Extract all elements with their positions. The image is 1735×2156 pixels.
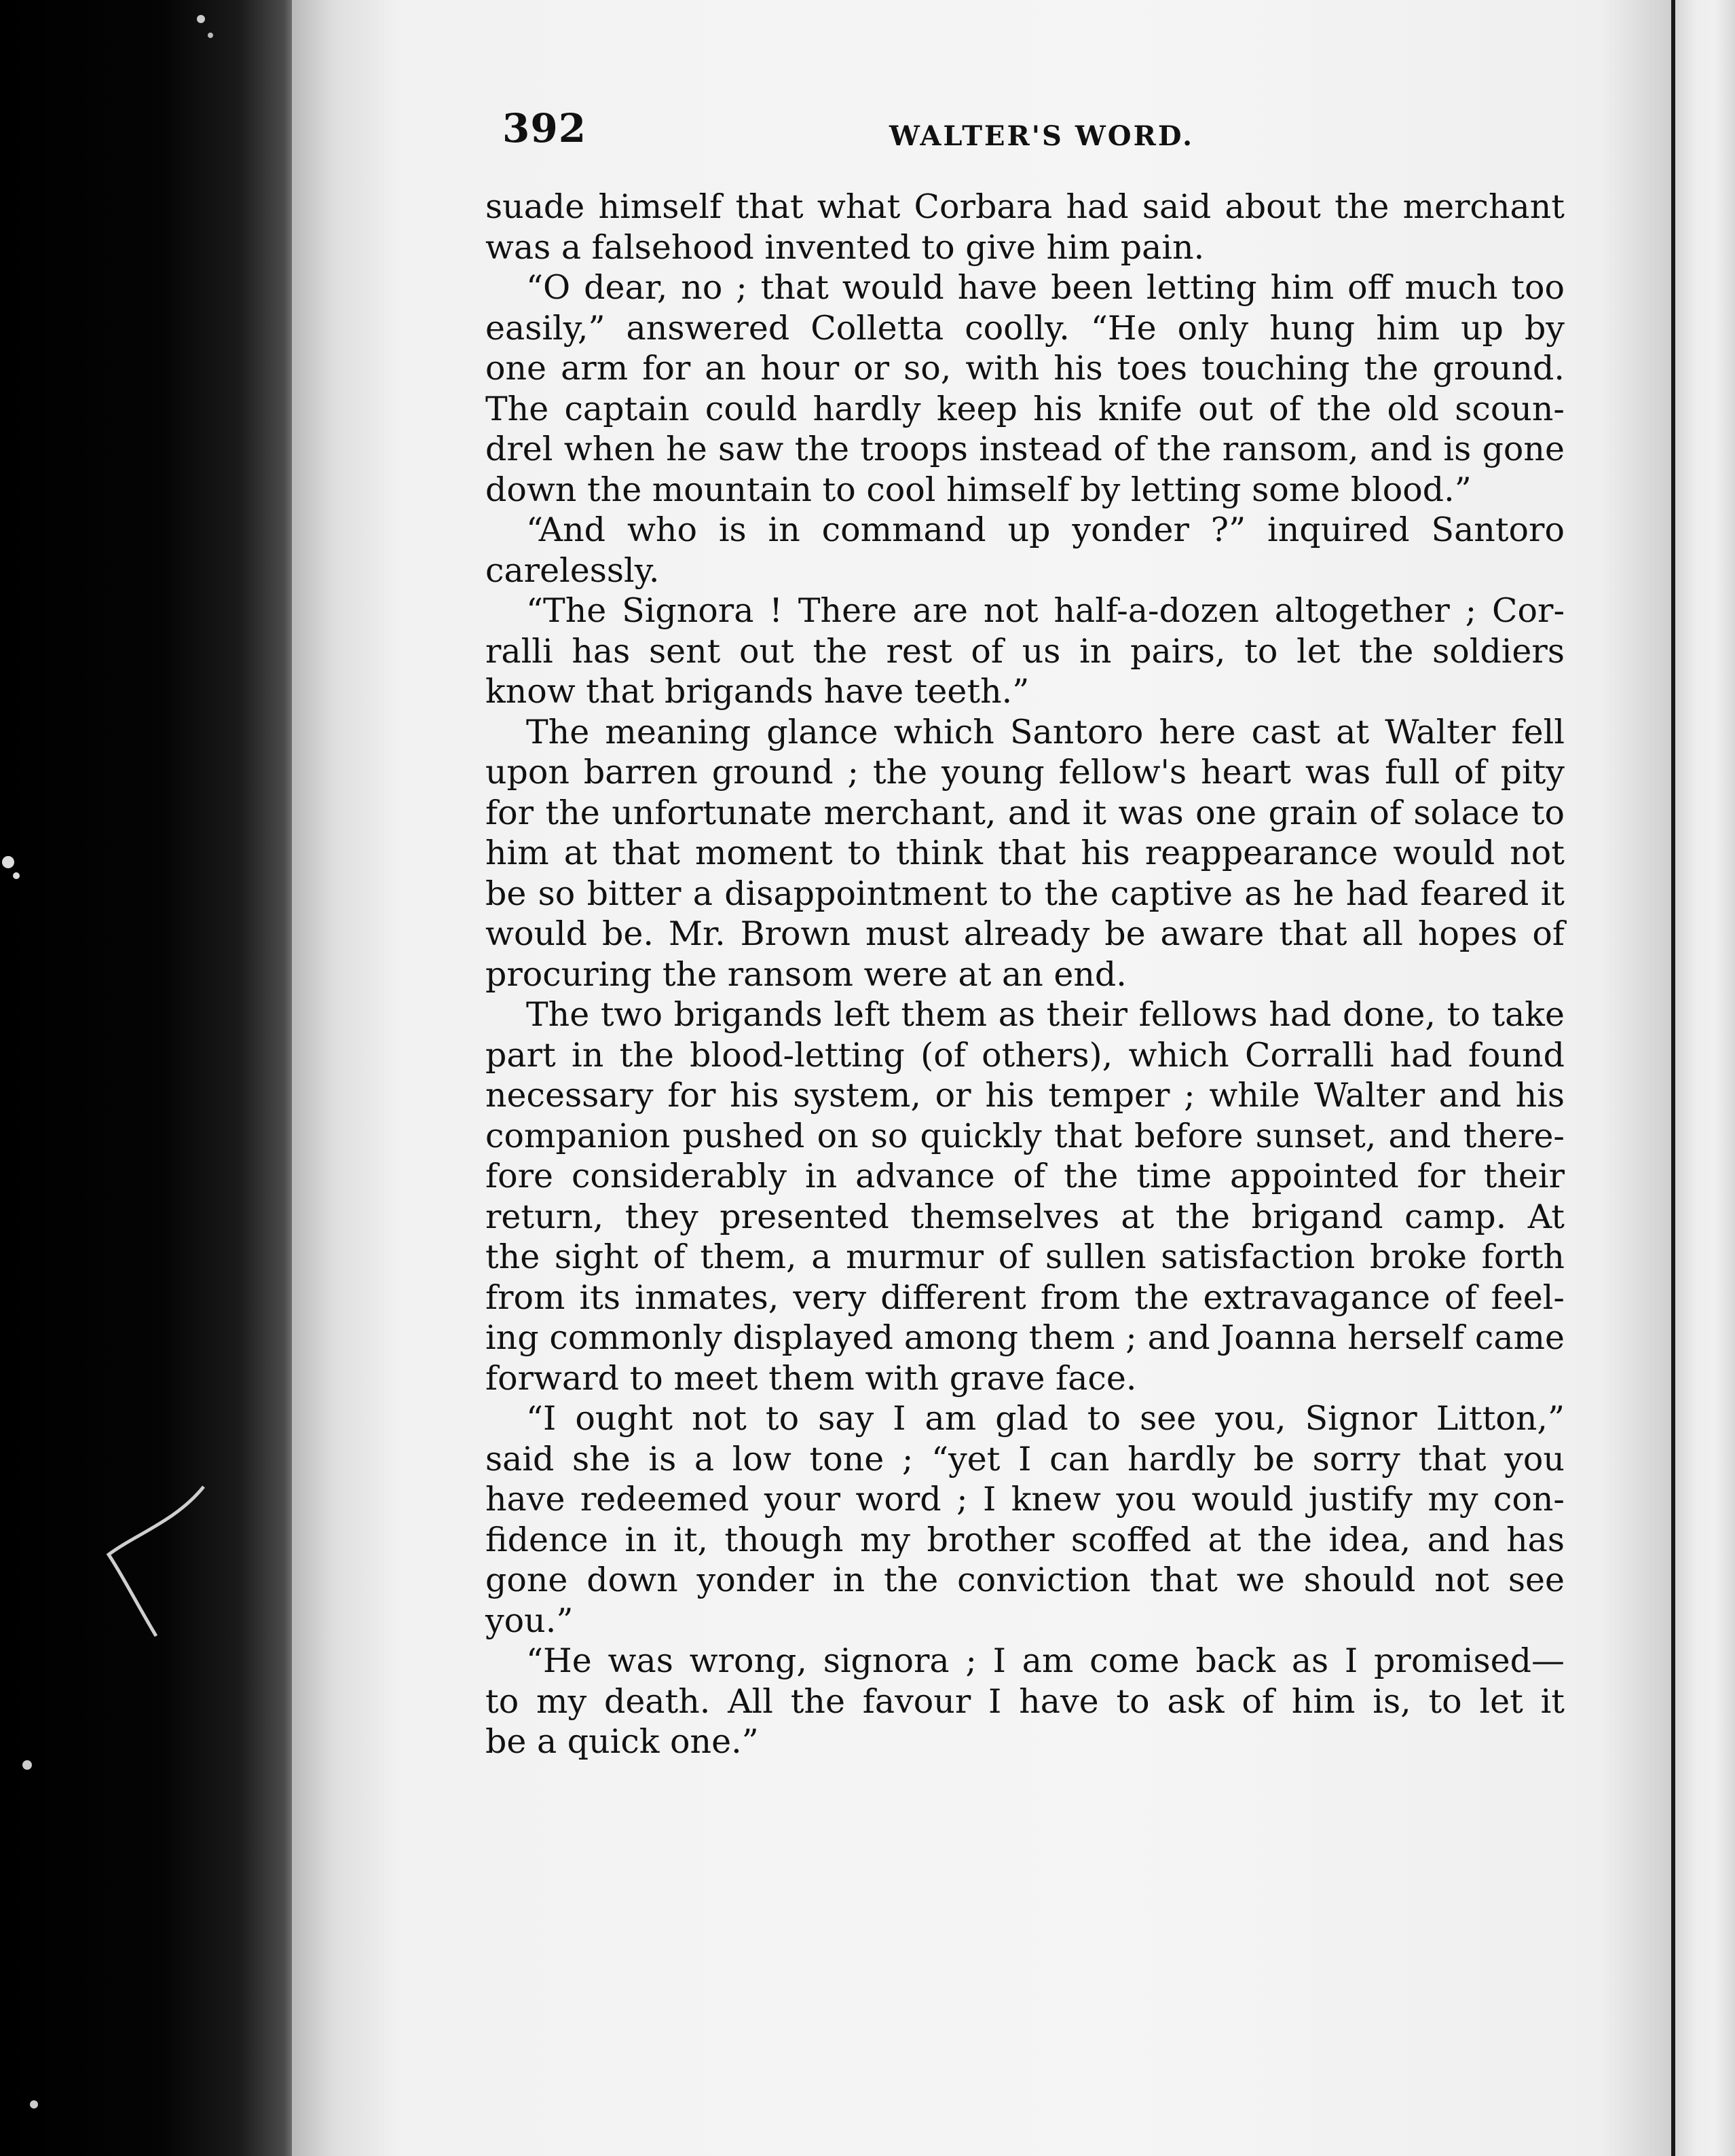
text-line: drel when he saw the troops instead of the ransom, and is gone [485, 430, 1565, 468]
text-line: gone down yonder in the conviction that we should not see [485, 1561, 1565, 1599]
text-line: The captain could hardly keep his knife out of the old scoun- [485, 389, 1565, 428]
text-line: him at that moment to think that his reappearance would not [485, 834, 1565, 872]
text-line: “And who is in command up yonder ?” inquired Santoro [526, 510, 1565, 549]
text-line: you.” [485, 1601, 574, 1640]
text-line: “O dear, no ; that would have been letting him off much too [526, 268, 1565, 307]
text-line: easily,” answered Colletta coolly. “He only hung him up by [485, 308, 1565, 348]
text-line: carelessly. [485, 551, 660, 590]
text-line: forward to meet them with grave face. [485, 1358, 1137, 1398]
text-line: for the unfortunate merchant, and it was one grain of solace to [485, 793, 1565, 832]
text-line: know that brigands have teeth.” [485, 672, 1030, 711]
text-line: “The Signora ! There are not half-a-dozen altogether ; Cor- [526, 591, 1565, 630]
text-line: companion pushed on so quickly that before sunset, and there- [485, 1116, 1565, 1155]
text-line: have redeemed your word ; I knew you would justify my con- [485, 1480, 1565, 1519]
page-number: 392 [502, 105, 587, 151]
text-line: one arm for an hour or so, with his toes touching the ground. [485, 349, 1565, 388]
page-edge-rule [1671, 0, 1675, 2156]
text-line: suade himself that what Corbara had said about the merchant [485, 187, 1565, 226]
text-line: necessary for his system, or his temper ; while Walter and his [485, 1076, 1565, 1115]
text-line: was a falsehood invented to give him pain. [485, 227, 1205, 267]
text-line: ing commonly displayed among them ; and Joanna herself came [485, 1318, 1565, 1357]
text-line: to my death. All the favour I have to ask of him is, to let it [485, 1681, 1565, 1721]
text-line: fore considerably in advance of the time appointed for their [485, 1157, 1565, 1195]
text-line: ralli has sent out the rest of us in pairs, to let the soldiers [485, 631, 1565, 671]
page-header [502, 105, 1554, 166]
text-line: be a quick one.” [485, 1722, 759, 1761]
gutter-specks [0, 0, 299, 2156]
text-line: the sight of them, a murmur of sullen satisfaction broke forth [485, 1238, 1565, 1276]
text-line: down the mountain to cool himself by letting some blood.” [485, 470, 1472, 509]
text-line: “I ought not to say I am glad to see you, Signor Litton,” [526, 1399, 1565, 1438]
text-line: The two brigands left them as their fellows had done, to take [526, 995, 1565, 1034]
text-line: upon barren ground ; the young fellow's heart was full of pity [485, 753, 1565, 792]
text-line: be so bitter a disappointment to the captive as he had feared it [485, 874, 1565, 913]
running-head: WALTER'S WORD. [889, 120, 1195, 152]
text-line: “He was wrong, signora ; I am come back as I promised— [526, 1641, 1565, 1680]
body-text [485, 187, 1565, 1762]
text-line: part in the blood-letting (of others), which Corralli had found [485, 1035, 1565, 1075]
text-line: said she is a low tone ; “yet I can hardly be sorry that you [485, 1439, 1565, 1479]
text-line: The meaning glance which Santoro here cast at Walter fell [526, 712, 1565, 751]
text-line: would be. Mr. Brown must already be aware that all hopes of [485, 914, 1565, 953]
next-page-edge [1670, 0, 1735, 2156]
text-line: from its inmates, very different from the extravagance of feel- [485, 1278, 1565, 1317]
text-line: fidence in it, though my brother scoffed at the idea, and has [485, 1520, 1565, 1559]
text-line: return, they presented themselves at the brigand camp. At [485, 1197, 1565, 1236]
text-line: procuring the ransom were at an end. [485, 954, 1127, 994]
